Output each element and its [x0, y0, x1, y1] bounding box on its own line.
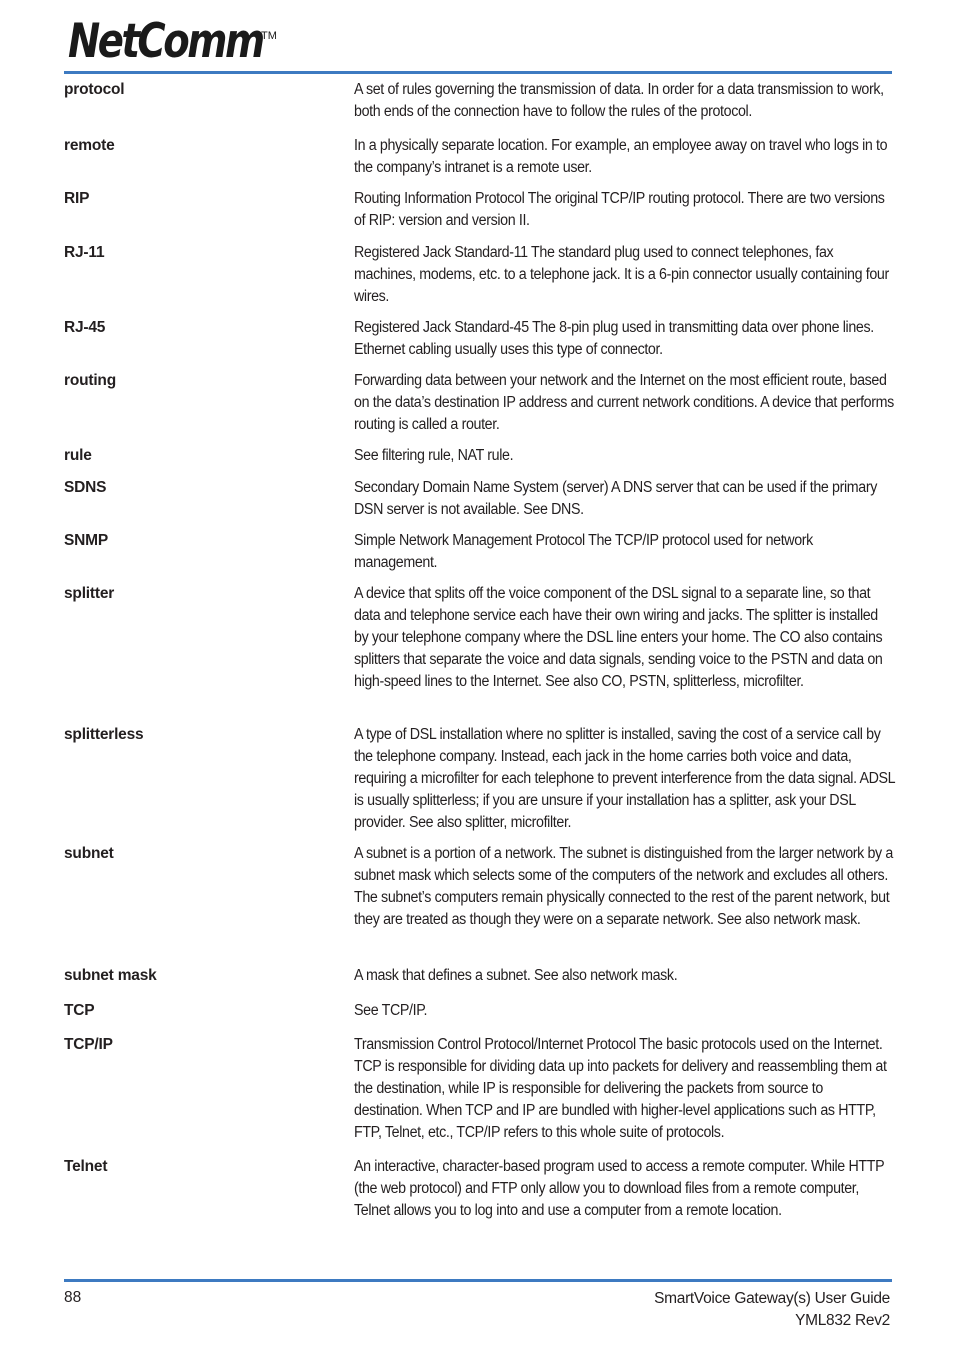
glossary-definition: Routing Information Protocol The original TCP/IP routing protocol. There are two versions of RIP: version and version II. [354, 190, 885, 229]
guide-title: SmartVoice Gateway(s) User Guide [654, 1290, 890, 1307]
netcomm-logo: NetComm [68, 14, 263, 69]
page-number: 88 [64, 1289, 82, 1306]
header-rule [64, 71, 892, 74]
footer-rule [64, 1279, 892, 1282]
glossary-term: routing [64, 372, 116, 389]
glossary-term: SDNS [64, 479, 107, 496]
glossary-definition: Registered Jack Standard-11 The standard plug used to connect telephones, fax machines, modems, etc. to a telephone jack. It is a 6-pin connector usually containing four wires. [354, 244, 889, 305]
glossary-definition: Registered Jack Standard-45 The 8-pin plug used in transmitting data over phone lines. Ethernet cabling usually uses this type of connector. [354, 319, 874, 358]
footer-doc-info [654, 1288, 890, 1332]
glossary-term: RIP [64, 190, 90, 207]
glossary-term: subnet [64, 845, 114, 862]
trademark-mark: TM [261, 30, 277, 42]
glossary-term: rule [64, 447, 92, 464]
glossary-definition: Secondary Domain Name System (server) A DNS server that can be used if the primary DSN server is not available. See DNS. [354, 479, 878, 518]
glossary-term: TCP [64, 1002, 95, 1019]
glossary-term: SNMP [64, 532, 108, 549]
glossary-term: splitterless [64, 726, 144, 743]
glossary-definition: An interactive, character-based program used to access a remote computer. While HTTP (the web protocol) and FTP only allow you to download files from a remote computer, Telnet allows you to log into and use a computer from a remote location. [354, 1158, 884, 1219]
glossary-term: Telnet [64, 1158, 108, 1175]
glossary-definition: Forwarding data between your network and the Internet on the most efficient route, based on the data’s destination IP address and current network conditions. A device that performs routing is called a router. [354, 372, 894, 433]
glossary-definition: In a physically separate location. For example, an employee away on travel who logs in to the company’s intranet is a remote user. [354, 137, 888, 176]
glossary-term: remote [64, 137, 115, 154]
glossary-definition: A mask that defines a subnet. See also network mask. [354, 967, 678, 984]
glossary-definition: A type of DSL installation where no splitter is installed, saving the cost of a service call by the telephone company. Instead, each jack in the home carries both voice and data, requiring a microfilter for each telephone to prevent interference from the data signal. ADSL is usually splitterless; if you are unsure if your installation has a splitter, ask your DSL provider. See also splitter, microfilter. [354, 726, 895, 831]
glossary-definition: A set of rules governing the transmission of data. In order for a data transmission to work, both ends of the connection have to follow the rules of the protocol. [354, 81, 884, 120]
glossary-definition: Simple Network Management Protocol The TCP/IP protocol used for network management. [354, 532, 813, 571]
glossary-definition: Transmission Control Protocol/Internet Protocol The basic protocols used on the Internet. TCP is responsible for dividing data up into packets for delivery and reassembling them at the destination, while IP is responsible for delivering the packets from source to destination. When TCP and IP are bundled with higher-level applications such as HTTP, FTP, Telnet, etc., TCP/IP refers to this whole suite of protocols. [354, 1036, 887, 1141]
glossary-definition: A subnet is a portion of a network. The subnet is distinguished from the larger network by a subnet mask which selects some of the computers of the network and excludes all others. The subnet’s computers remain physically connected to the rest of the parent network, but they are treated as though they were on a separate network. See also network mask. [354, 845, 893, 928]
glossary-definition: See filtering rule, NAT rule. [354, 447, 514, 464]
glossary-term: TCP/IP [64, 1036, 113, 1053]
glossary-definition: See TCP/IP. [354, 1002, 428, 1019]
glossary-term: subnet mask [64, 967, 157, 984]
glossary-term: protocol [64, 81, 125, 98]
glossary-term: RJ-45 [64, 319, 106, 336]
glossary-term: RJ-11 [64, 244, 105, 261]
doc-code: YML832 Rev2 [795, 1312, 890, 1329]
glossary-term: splitter [64, 585, 115, 602]
glossary-definition: A device that splits off the voice component of the DSL signal to a separate line, so that data and telephone service each have their own wiring and jacks. The splitter is installed by your telephone company where the DSL line enters your home. The CO also contains splitters that separate the voice and data signals, sending voice to the PSTN and data on high-speed lines to the Internet. See also CO, PSTN, splitterless, microfilter. [354, 585, 883, 690]
